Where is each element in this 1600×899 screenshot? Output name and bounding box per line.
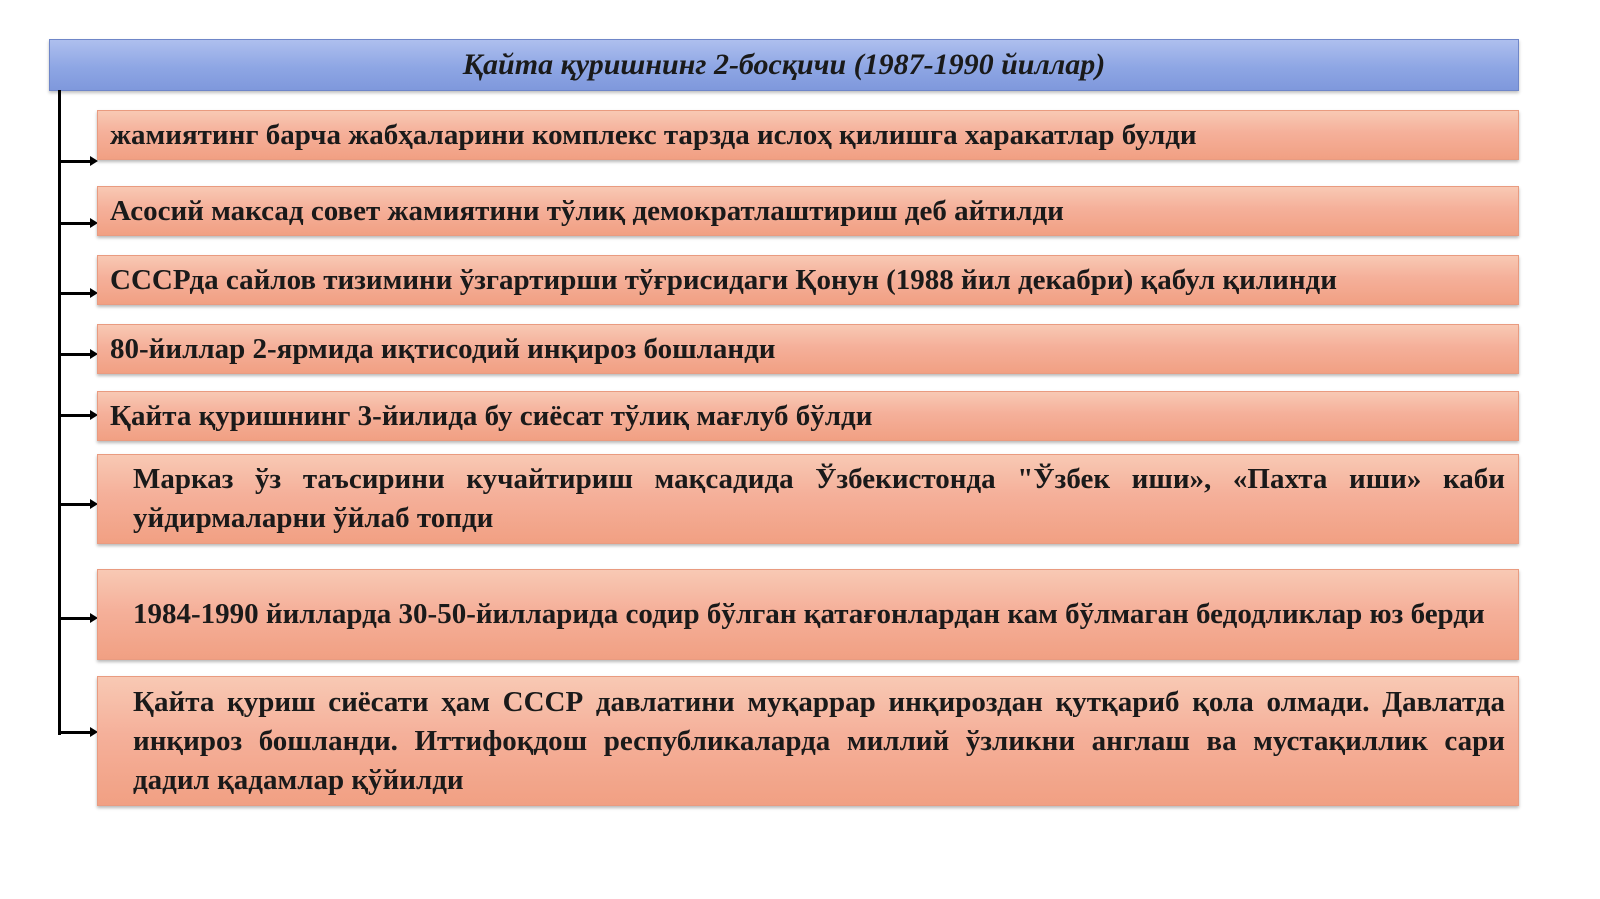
- list-item-text: СССРда сайлов тизимини ўзгартирши тўғрисидаги Қонун (1988 йил декабри) қабул қилинди: [110, 263, 1337, 296]
- connector-arrow: [60, 353, 92, 356]
- list-item-text: Қайта қуришнинг 3-йилида бу сиёсат тўлиқ мағлуб бўлди: [110, 399, 873, 432]
- connector-arrow: [60, 617, 92, 620]
- list-item: [97, 391, 1519, 441]
- list-item: [97, 676, 1519, 806]
- list-item-text: 80-йиллар 2-ярмида иқтисодий инқироз бошланди: [110, 332, 776, 365]
- list-item-text: 1984-1990 йилларда 30-50-йилларида содир бўлган қатағонлардан кам бўлмаган бедодликлар юз берди: [133, 598, 1485, 630]
- tree-trunk-line: [58, 90, 61, 735]
- list-item: [97, 255, 1519, 305]
- connector-arrow: [60, 731, 92, 734]
- connector-arrow: [60, 160, 92, 163]
- list-item: [97, 454, 1519, 544]
- list-item-text: Асосий максад совет жамиятини тўлиқ демократлаштириш деб айтилди: [110, 194, 1064, 227]
- connector-arrow: [60, 222, 92, 225]
- list-item-text: Марказ ўз таъсирини кучайтириш мақсадида Ўзбекистонда "Ўзбек иши», «Пахта иши» каби уйдирмаларни ўйлаб топди: [133, 463, 1505, 534]
- connector-arrow: [60, 292, 92, 295]
- connector-arrow: [60, 503, 92, 506]
- list-item: [97, 324, 1519, 374]
- diagram-title: Қайта қуришнинг 2-босқичи (1987-1990 йиллар): [462, 48, 1106, 81]
- diagram-header: [49, 39, 1519, 91]
- list-item-text: Қайта қуриш сиёсати ҳам СССР давлатини муқаррар инқироздан қутқариб қола олмади. Давлатда инқироз бошланди. Иттифоқдош республикаларда миллий ўзликни англаш ва мустақиллик сари дадил қадамлар қўйилди: [133, 685, 1505, 796]
- list-item: [97, 569, 1519, 660]
- list-item: [97, 186, 1519, 236]
- list-item-text: жамиятинг барча жабҳаларини комплекс тарзда ислоҳ қилишга харакатлар булди: [110, 118, 1197, 151]
- list-item: [97, 110, 1519, 160]
- connector-arrow: [60, 414, 92, 417]
